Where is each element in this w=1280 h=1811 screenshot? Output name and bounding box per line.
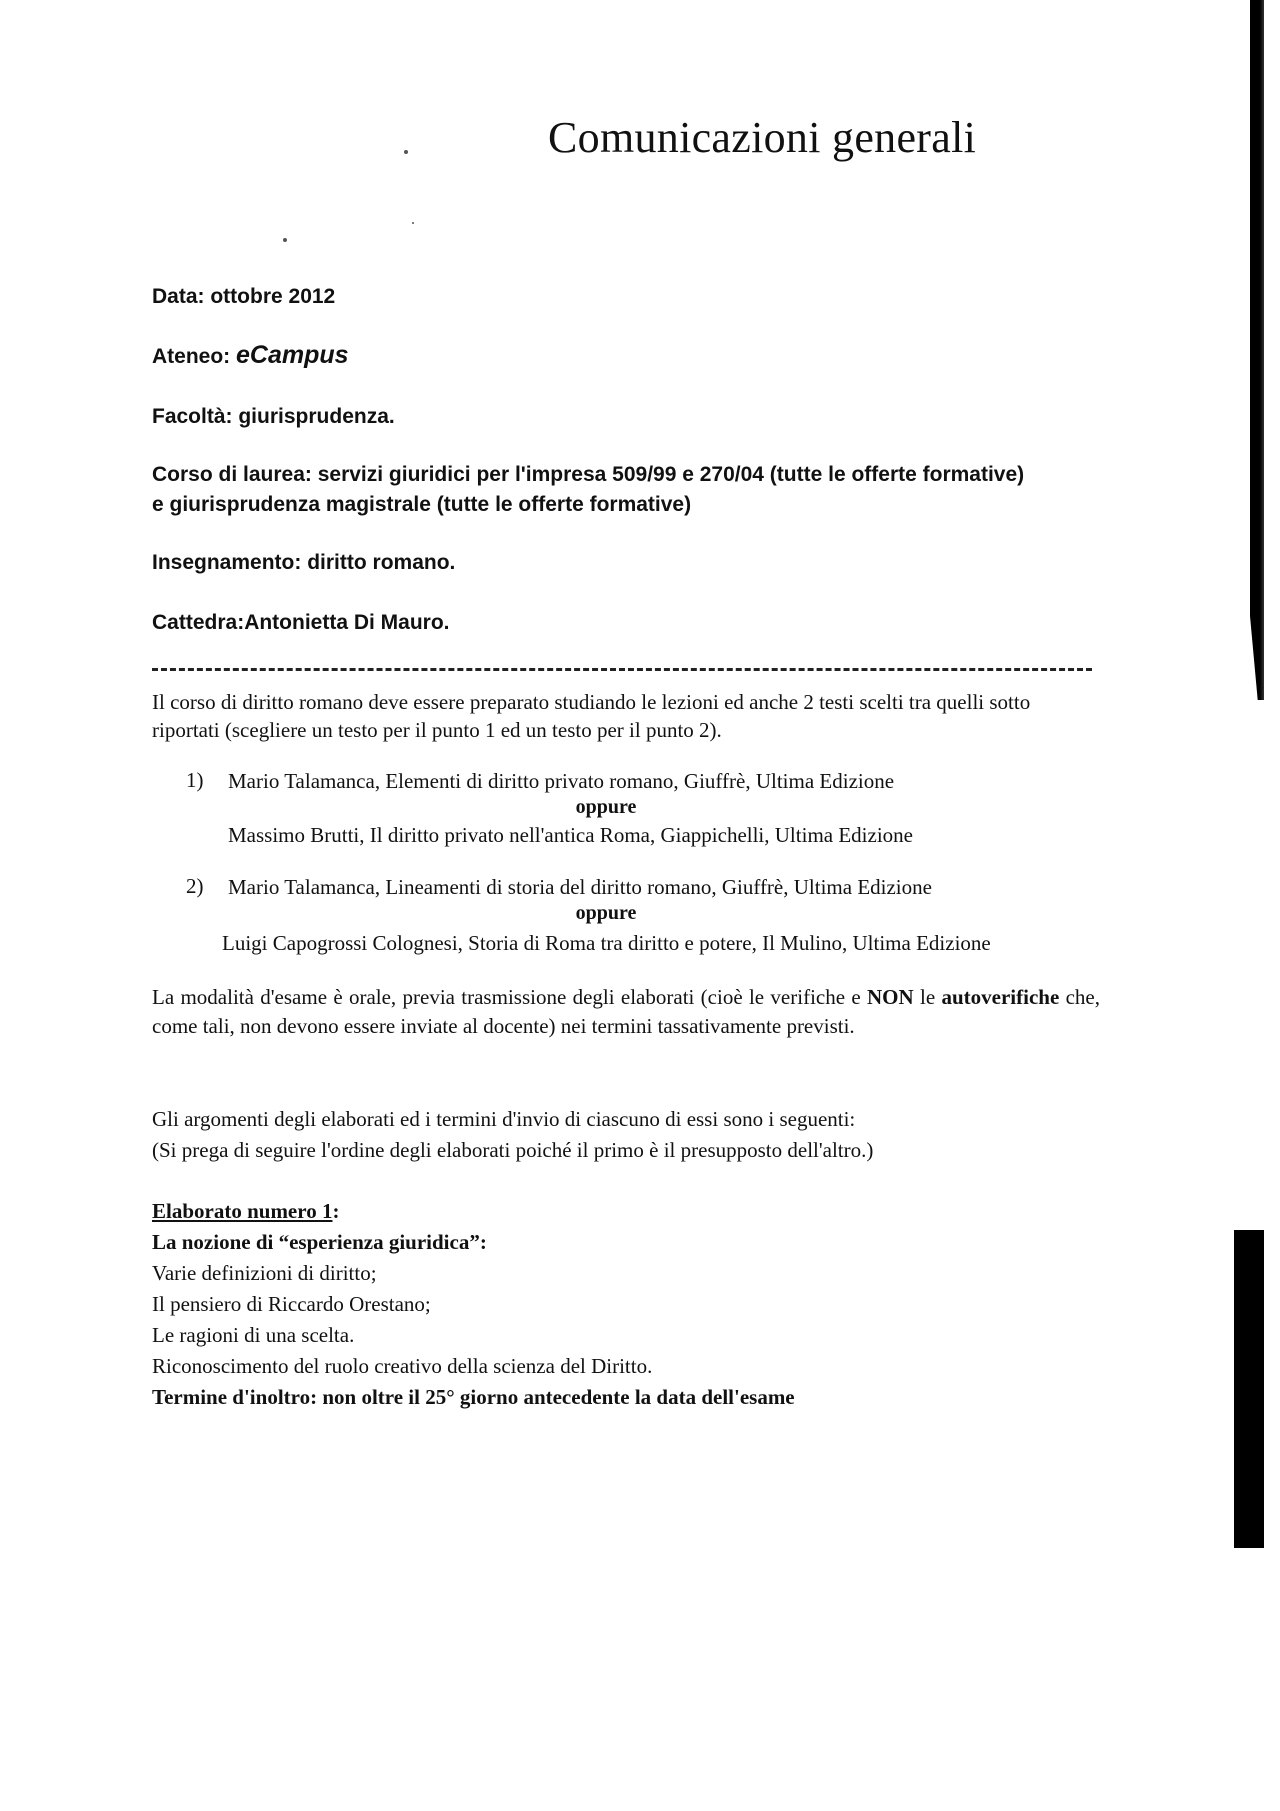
corso-value: servizi giuridici per l'impresa 509/99 e 270/04 (tutte le offerte formative) e giurisprudenza magistrale (tutte le offerte formative) (152, 463, 1025, 516)
elaborato-item: Varie definizioni di diritto; (152, 1261, 377, 1285)
ateneo-value: eCampus (236, 341, 349, 369)
book-item-1-b: Massimo Brutti, Il diritto privato nell'antica Roma, Giappichelli, Ultima Edizione (228, 823, 913, 847)
dashed-divider (152, 668, 1092, 671)
elaborato-heading-text: Elaborato numero 1 (152, 1199, 333, 1223)
meta-facolta (152, 402, 395, 432)
scan-speck (412, 222, 414, 224)
exam-paragraph (152, 983, 1100, 1041)
ateneo-label: Ateneo: (152, 345, 231, 368)
elaborato-item: Le ragioni di una scelta. (152, 1323, 355, 1347)
book-item-1-number: 1) (186, 768, 204, 792)
elaborato-subtitle: La nozione di “esperienza giuridica”: (152, 1230, 487, 1254)
intro-paragraph: Il corso di diritto romano deve essere preparato studiando le lezioni ed anche 2 testi scelti tra quelli sotto riportati (scegliere un testo per il punto 1 ed un testo per il punto 2). (152, 690, 1031, 742)
meta-insegnamento (152, 548, 455, 578)
elaborato-block (152, 1196, 1052, 1413)
meta-cattedra (152, 608, 450, 638)
book-item-2-or: oppure (575, 902, 637, 924)
exam-text-start: La modalità d'esame è orale, previa trasmissione degli elaborati (cioè le verifiche e (152, 985, 868, 1009)
insegnamento-label: Insegnamento: (152, 551, 302, 574)
elaborato-heading (152, 1196, 1052, 1227)
meta-ateneo (152, 340, 349, 372)
facolta-label: Facoltà: (152, 405, 233, 428)
elaborato-deadline: Termine d'inoltro: non oltre il 25° giorno antecedente la data dell'esame (152, 1385, 795, 1409)
facolta-value: giurisprudenza. (238, 405, 395, 428)
exam-text-mid: le (913, 985, 942, 1009)
meta-data (152, 282, 335, 312)
cattedra-value: Antonietta Di Mauro. (244, 611, 450, 634)
elaborato-item: Riconoscimento del ruolo creativo della scienza del Diritto. (152, 1354, 653, 1378)
scan-speck (283, 238, 287, 242)
exam-autoverifiche: autoverifiche (941, 985, 1060, 1009)
elaborato-heading-colon: : (332, 1199, 340, 1223)
data-label: Data: (152, 285, 205, 308)
page-title: Comunicazioni generali (548, 113, 977, 162)
data-value: ottobre 2012 (210, 285, 336, 308)
book-item-2-number: 2) (186, 874, 204, 898)
topics-line-2: (Si prega di seguire l'ordine degli elaborati poiché il primo è il presupposto dell'altro.) (152, 1138, 874, 1162)
corso-label: Corso di laurea: (152, 463, 312, 486)
scan-edge-shadow-bottom (1234, 1230, 1264, 1548)
scan-edge-shadow-top (1250, 0, 1264, 700)
cattedra-label: Cattedra: (152, 611, 245, 634)
exam-text-end: che, come tali, non devono essere inviate al docente) nei termini tassativamente previsti. (152, 985, 1100, 1038)
book-item-1-a: Mario Talamanca, Elementi di diritto privato romano, Giuffrè, Ultima Edizione (228, 769, 895, 793)
exam-non: NON (867, 985, 914, 1009)
topics-paragraph (152, 1104, 1102, 1166)
meta-corso (152, 460, 1032, 520)
book-item-2-b: Luigi Capogrossi Colognesi, Storia di Roma tra diritto e potere, Il Mulino, Ultima Edizione (222, 931, 991, 955)
elaborato-item: Il pensiero di Riccardo Orestano; (152, 1292, 431, 1316)
book-item-2-a: Mario Talamanca, Lineamenti di storia del diritto romano, Giuffrè, Ultima Edizione (228, 875, 932, 899)
insegnamento-value: diritto romano. (307, 551, 456, 574)
scan-speck (404, 150, 408, 154)
topics-line-1: Gli argomenti degli elaborati ed i termini d'invio di ciascuno di essi sono i seguenti: (152, 1107, 856, 1131)
book-item-1-or: oppure (575, 796, 637, 818)
